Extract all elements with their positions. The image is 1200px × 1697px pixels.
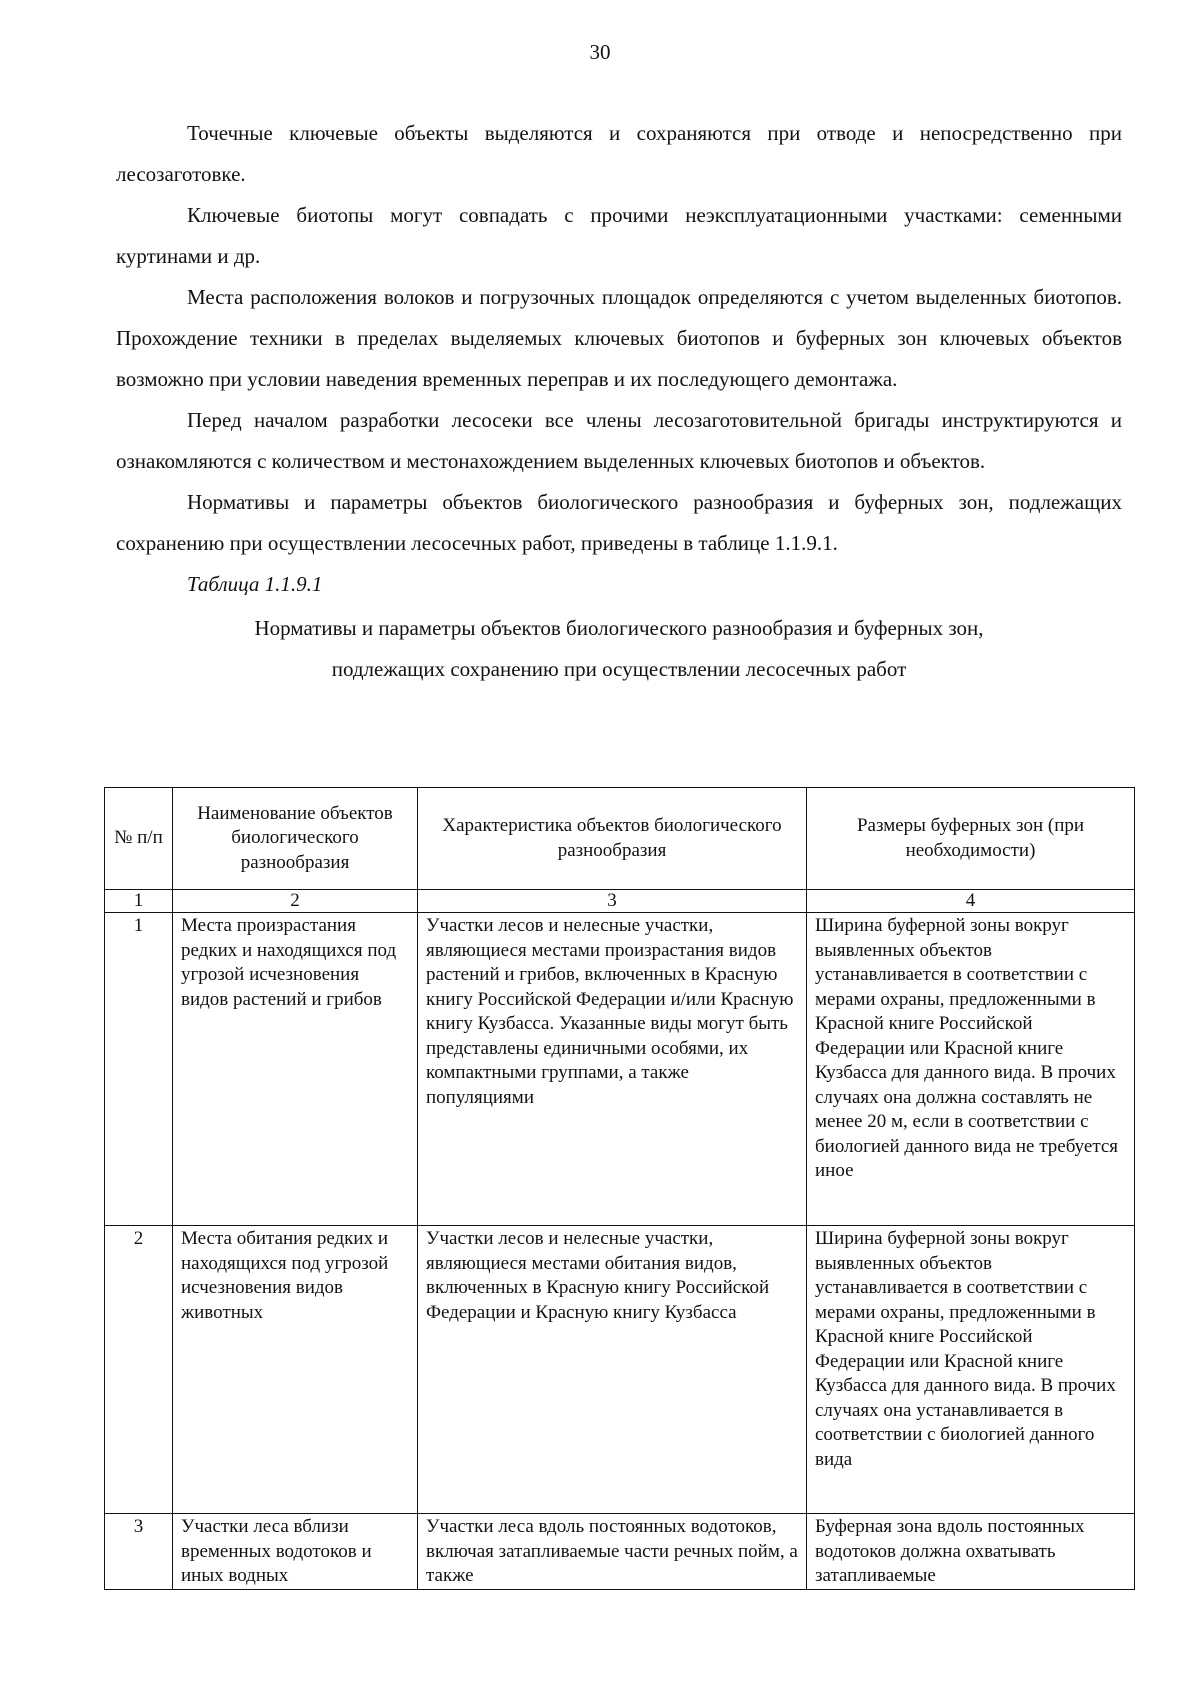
table-row bbox=[105, 1226, 1135, 1514]
row-number: 2 bbox=[105, 1226, 173, 1514]
row-name: Места обитания редких и находящихся под угрозой исчезновения видов животных bbox=[173, 1226, 418, 1514]
column-number: 2 bbox=[173, 890, 418, 913]
paragraph-3: Места расположения волоков и погрузочных площадок определяются с учетом выделенных биотопов. Прохождение техники в пределах выделяемых ключевых биотопов и буферных зон ключевых объектов возможно при условии наведения временных переправ и их последующего демонтажа. bbox=[116, 285, 1122, 391]
column-number: 1 bbox=[105, 890, 173, 913]
norms-table bbox=[104, 787, 1135, 1590]
paragraph-2: Ключевые биотопы могут совпадать с прочими неэксплуатационными участками: семенными куртинами и др. bbox=[116, 203, 1122, 268]
column-number-row bbox=[105, 890, 1135, 913]
row-number: 3 bbox=[105, 1514, 173, 1590]
row-characteristic: Участки леса вдоль постоянных водотоков, включая затапливаемые части речных пойм, а также bbox=[418, 1514, 807, 1590]
column-number: 4 bbox=[807, 890, 1135, 913]
table-row bbox=[105, 1514, 1135, 1590]
row-buffer: Буферная зона вдоль постоянных водотоков должна охватывать затапливаемые bbox=[807, 1514, 1135, 1590]
column-number: 3 bbox=[418, 890, 807, 913]
header-number: № п/п bbox=[105, 788, 173, 890]
paragraph-1: Точечные ключевые объекты выделяются и сохраняются при отводе и непосредственно при лесозаготовке. bbox=[116, 121, 1122, 186]
page-number: 30 bbox=[589, 40, 611, 64]
table-title-line-1: Нормативы и параметры объектов биологического разнообразия и буферных зон, bbox=[254, 616, 984, 640]
table-title bbox=[116, 608, 1122, 690]
row-buffer: Ширина буферной зоны вокруг выявленных объектов устанавливается в соответствии с мерами охраны, предложенными в Красной книге Российской Федерации или Красной книге Кузбасса для данного вида. В прочих случаях она должна составлять не менее 20 м, если в соответствии с биологией данного вида не требуется иное bbox=[807, 913, 1135, 1226]
row-name: Места произрастания редких и находящихся под угрозой исчезновения видов растений и грибов bbox=[173, 913, 418, 1226]
table-label: Таблица 1.1.9.1 bbox=[187, 572, 323, 596]
table-row bbox=[105, 913, 1135, 1226]
header-buffer: Размеры буферных зон (при необходимости) bbox=[807, 788, 1135, 890]
row-number: 1 bbox=[105, 913, 173, 1226]
header-name: Наименование объектов биологического разнообразия bbox=[173, 788, 418, 890]
row-buffer: Ширина буферной зоны вокруг выявленных объектов устанавливается в соответствии с мерами охраны, предложенными в Красной книге Российской Федерации или Красной книге Кузбасса для данного вида. В прочих случаях она устанавливается в соответствии с биологией данного вида bbox=[807, 1226, 1135, 1514]
row-characteristic: Участки лесов и нелесные участки, являющиеся местами произрастания видов растений и грибов, включенных в Красную книгу Российской Федерации и/или Красную книгу Кузбасса. Указанные виды могут быть представлены единичными особями, их компактными группами, а также популяциями bbox=[418, 913, 807, 1226]
paragraph-4: Перед началом разработки лесосеки все члены лесозаготовительной бригады инструктируются и ознакомляются с количеством и местонахождением выделенных ключевых биотопов и объектов. bbox=[116, 408, 1122, 473]
row-name: Участки леса вблизи временных водотоков и иных водных bbox=[173, 1514, 418, 1590]
row-characteristic: Участки лесов и нелесные участки, являющиеся местами обитания видов, включенных в Красную книгу Российской Федерации и Красную книгу Кузбасса bbox=[418, 1226, 807, 1514]
body-text bbox=[116, 113, 1122, 690]
table-title-line-2: подлежащих сохранению при осуществлении лесосечных работ bbox=[331, 657, 907, 681]
header-characteristic: Характеристика объектов биологического разнообразия bbox=[418, 788, 807, 890]
table-header-row bbox=[105, 788, 1135, 890]
paragraph-5: Нормативы и параметры объектов биологического разнообразия и буферных зон, подлежащих сохранению при осуществлении лесосечных работ, приведены в таблице 1.1.9.1. bbox=[116, 490, 1122, 555]
